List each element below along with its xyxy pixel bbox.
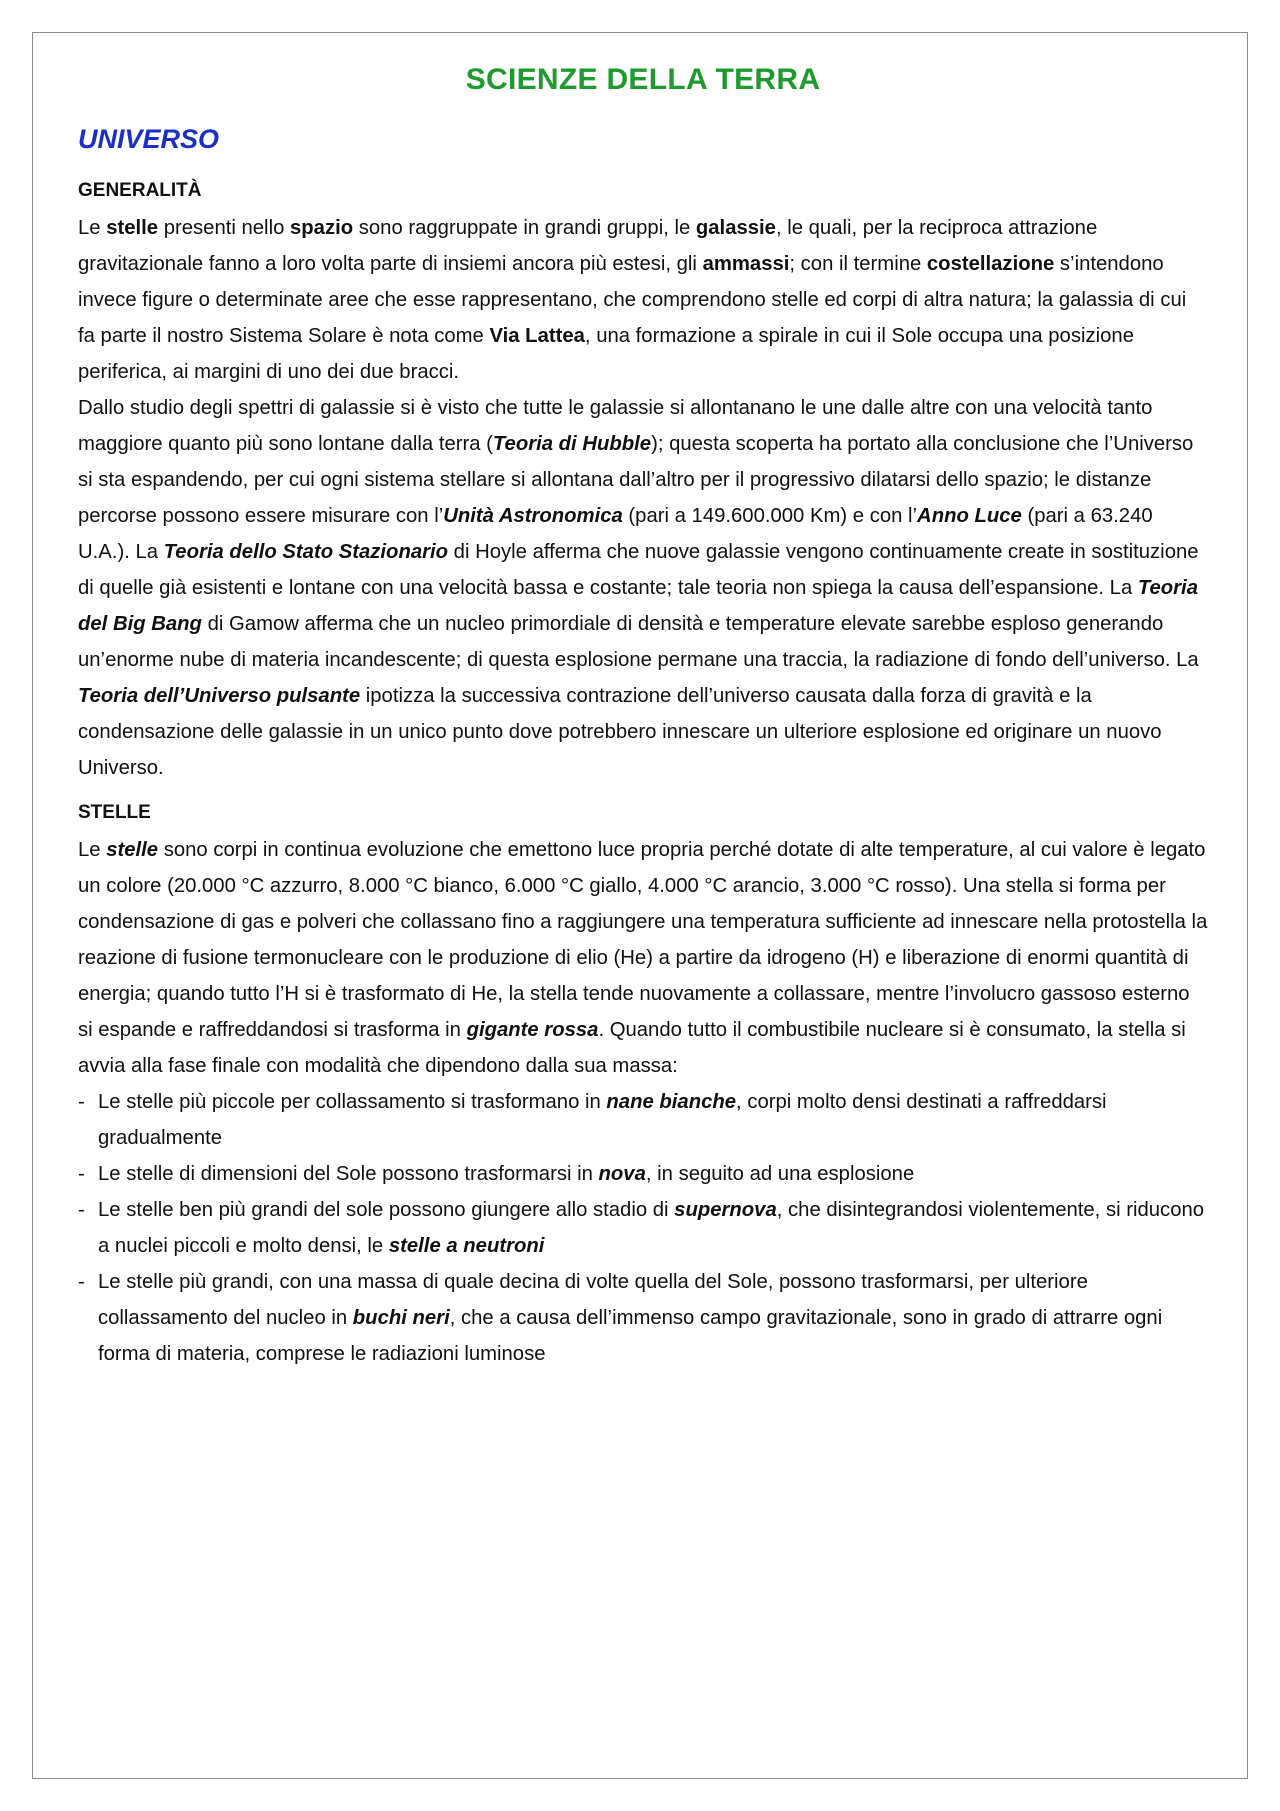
emphasized-term: nova: [598, 1163, 646, 1185]
text-run: Le: [78, 217, 107, 239]
bold-term: stelle: [106, 217, 159, 239]
text-run: presenti nello: [158, 217, 290, 239]
text-run: ); questa scoperta ha portato alla conclusione che l’Universo si sta espandendo, per cui ogni sistema stellare si allontana dall’altro per il progressivo dilatarsi dello spazio; le distanze percorse possono essere misurare con l’: [78, 433, 1194, 527]
heading-generalita: GENERALITÀ: [78, 180, 202, 201]
list-item: [78, 1192, 1208, 1264]
text-run: Le stelle più piccole per collassamento si trasformano in: [98, 1091, 607, 1113]
section-generalita: [78, 178, 1208, 786]
text-run: , le quali, per la reciproca attrazione gravitazionale fanno a loro volta parte di insiemi ancora più estesi, gli: [78, 217, 1098, 275]
bold-term: galassie: [695, 217, 776, 239]
text-run: s’intendono invece figure o determinate aree che esse rappresentano, che comprendono stelle ed corpi di altra natura; la galassia di cui fa parte il nostro Sistema Solare è nota come: [78, 253, 1187, 347]
emphasized-term: Anno Luce: [917, 505, 1022, 527]
heading-stelle: STELLE: [78, 802, 151, 823]
bold-term: costellazione: [926, 253, 1055, 275]
emphasized-term: buchi neri: [352, 1307, 450, 1329]
document-body: [78, 62, 1208, 1372]
bold-term: spazio: [290, 217, 354, 239]
text-run: Le stelle più grandi, con una massa di quale decina di volte quella del Sole, possono trasformarsi, per ulteriore collassamento del nucleo in: [98, 1271, 1088, 1329]
text-run: ipotizza la successiva contrazione dell’universo causata dalla forza di gravità e la condensazione delle galassie in un unico punto dove potrebbero innescare un ulteriore esplosione ed originare un nuovo Universo.: [78, 685, 1162, 779]
bullet-list: [78, 1084, 1208, 1372]
text-run: Le stelle di dimensioni del Sole possono trasformarsi in: [98, 1163, 599, 1185]
emphasized-term: gigante rossa: [466, 1019, 599, 1041]
paragraph: [78, 832, 1208, 1084]
list-item: [78, 1084, 1208, 1156]
text-run: , una formazione a spirale in cui il Sole occupa una posizione periferica, ai margini di uno dei due bracci.: [78, 325, 1134, 383]
emphasized-term: stelle a neutroni: [388, 1235, 545, 1257]
emphasized-term: Teoria di Hubble: [492, 433, 652, 455]
emphasized-term: Teoria dello Stato Stazionario: [163, 541, 449, 563]
text-run: , che disintegrandosi violentemente, si riducono a nuclei piccoli e molto densi, le: [98, 1199, 1205, 1257]
text-run: , in seguito ad una esplosione: [645, 1163, 915, 1185]
paragraph: [78, 390, 1208, 786]
section-title-universo: UNIVERSO: [78, 124, 220, 154]
bold-term: ammassi: [702, 253, 790, 275]
document-title: SCIENZE DELLA TERRA: [465, 63, 821, 96]
text-run: sono corpi in continua evoluzione che emettono luce propria perché dotate di alte temperature, al cui valore è legato un colore (20.000 °C azzurro, 8.000 °C bianco, 6.000 °C giallo, 4.000 °C arancio, 3.000 °C rosso). Una stella si forma per condensazione di gas e polveri che collassano fino a raggiungere una temperatura sufficiente ad innescare nella protostella la reazione di fusione termonucleare con le produzione di elio (He) a partire da idrogeno (H) e liberazione di enormi quantità di energia; quando tutto l’H si è trasformato di He, la stella tende nuovamente a collassare, mentre l’involucro gassoso esterno si espande e raffreddandosi si trasforma in: [78, 839, 1208, 1041]
text-run: . Quando tutto il combustibile nucleare si è consumato, la stella si avvia alla fase finale con modalità che dipendono dalla sua massa:: [78, 1019, 1186, 1077]
list-item: [78, 1264, 1208, 1372]
text-run: Le stelle ben più grandi del sole possono giungere allo stadio di: [98, 1199, 675, 1221]
emphasized-term: stelle: [106, 839, 159, 861]
section-stelle: [78, 800, 1208, 1372]
text-run: , corpi molto densi destinati a raffreddarsi gradualmente: [98, 1091, 1107, 1149]
text-run: (pari a 149.600.000 Km) e con l’: [622, 505, 918, 527]
emphasized-term: Unità Astronomica: [443, 505, 623, 527]
bold-term: Via Lattea: [489, 325, 585, 347]
text-run: ; con il termine: [789, 253, 927, 275]
text-run: di Gamow afferma che un nucleo primordiale di densità e temperature elevate sarebbe esploso generando un’enorme nube di materia incandescente; di questa esplosione permane una traccia, la radiazione di fondo dell’universo. La: [78, 613, 1199, 671]
emphasized-term: nane bianche: [606, 1091, 737, 1113]
paragraph: [78, 210, 1208, 390]
text-run: (pari a 63.240 U.A.). La: [78, 505, 1153, 563]
emphasized-term: supernova: [674, 1199, 777, 1221]
list-item: [78, 1156, 1208, 1192]
emphasized-term: Teoria del Big Bang: [78, 577, 1198, 635]
text-run: Le: [78, 839, 107, 861]
text-run: di Hoyle afferma che nuove galassie vengono continuamente create in sostituzione di quelle già esistenti e lontane con una velocità bassa e costante; tale teoria non spiega la causa dell’espansione. La: [78, 541, 1199, 599]
text-run: sono raggruppate in grandi gruppi, le: [353, 217, 696, 239]
text-run: , che a causa dell’immenso campo gravitazionale, sono in grado di attrarre ogni forma di materia, comprese le radiazioni luminose: [98, 1307, 1163, 1365]
emphasized-term: Teoria dell’Universo pulsante: [78, 685, 361, 707]
text-run: Dallo studio degli spettri di galassie si è visto che tutte le galassie si allontanano le une dalle altre con una velocità tanto maggiore quanto più sono lontane dalla terra (: [78, 397, 1153, 455]
